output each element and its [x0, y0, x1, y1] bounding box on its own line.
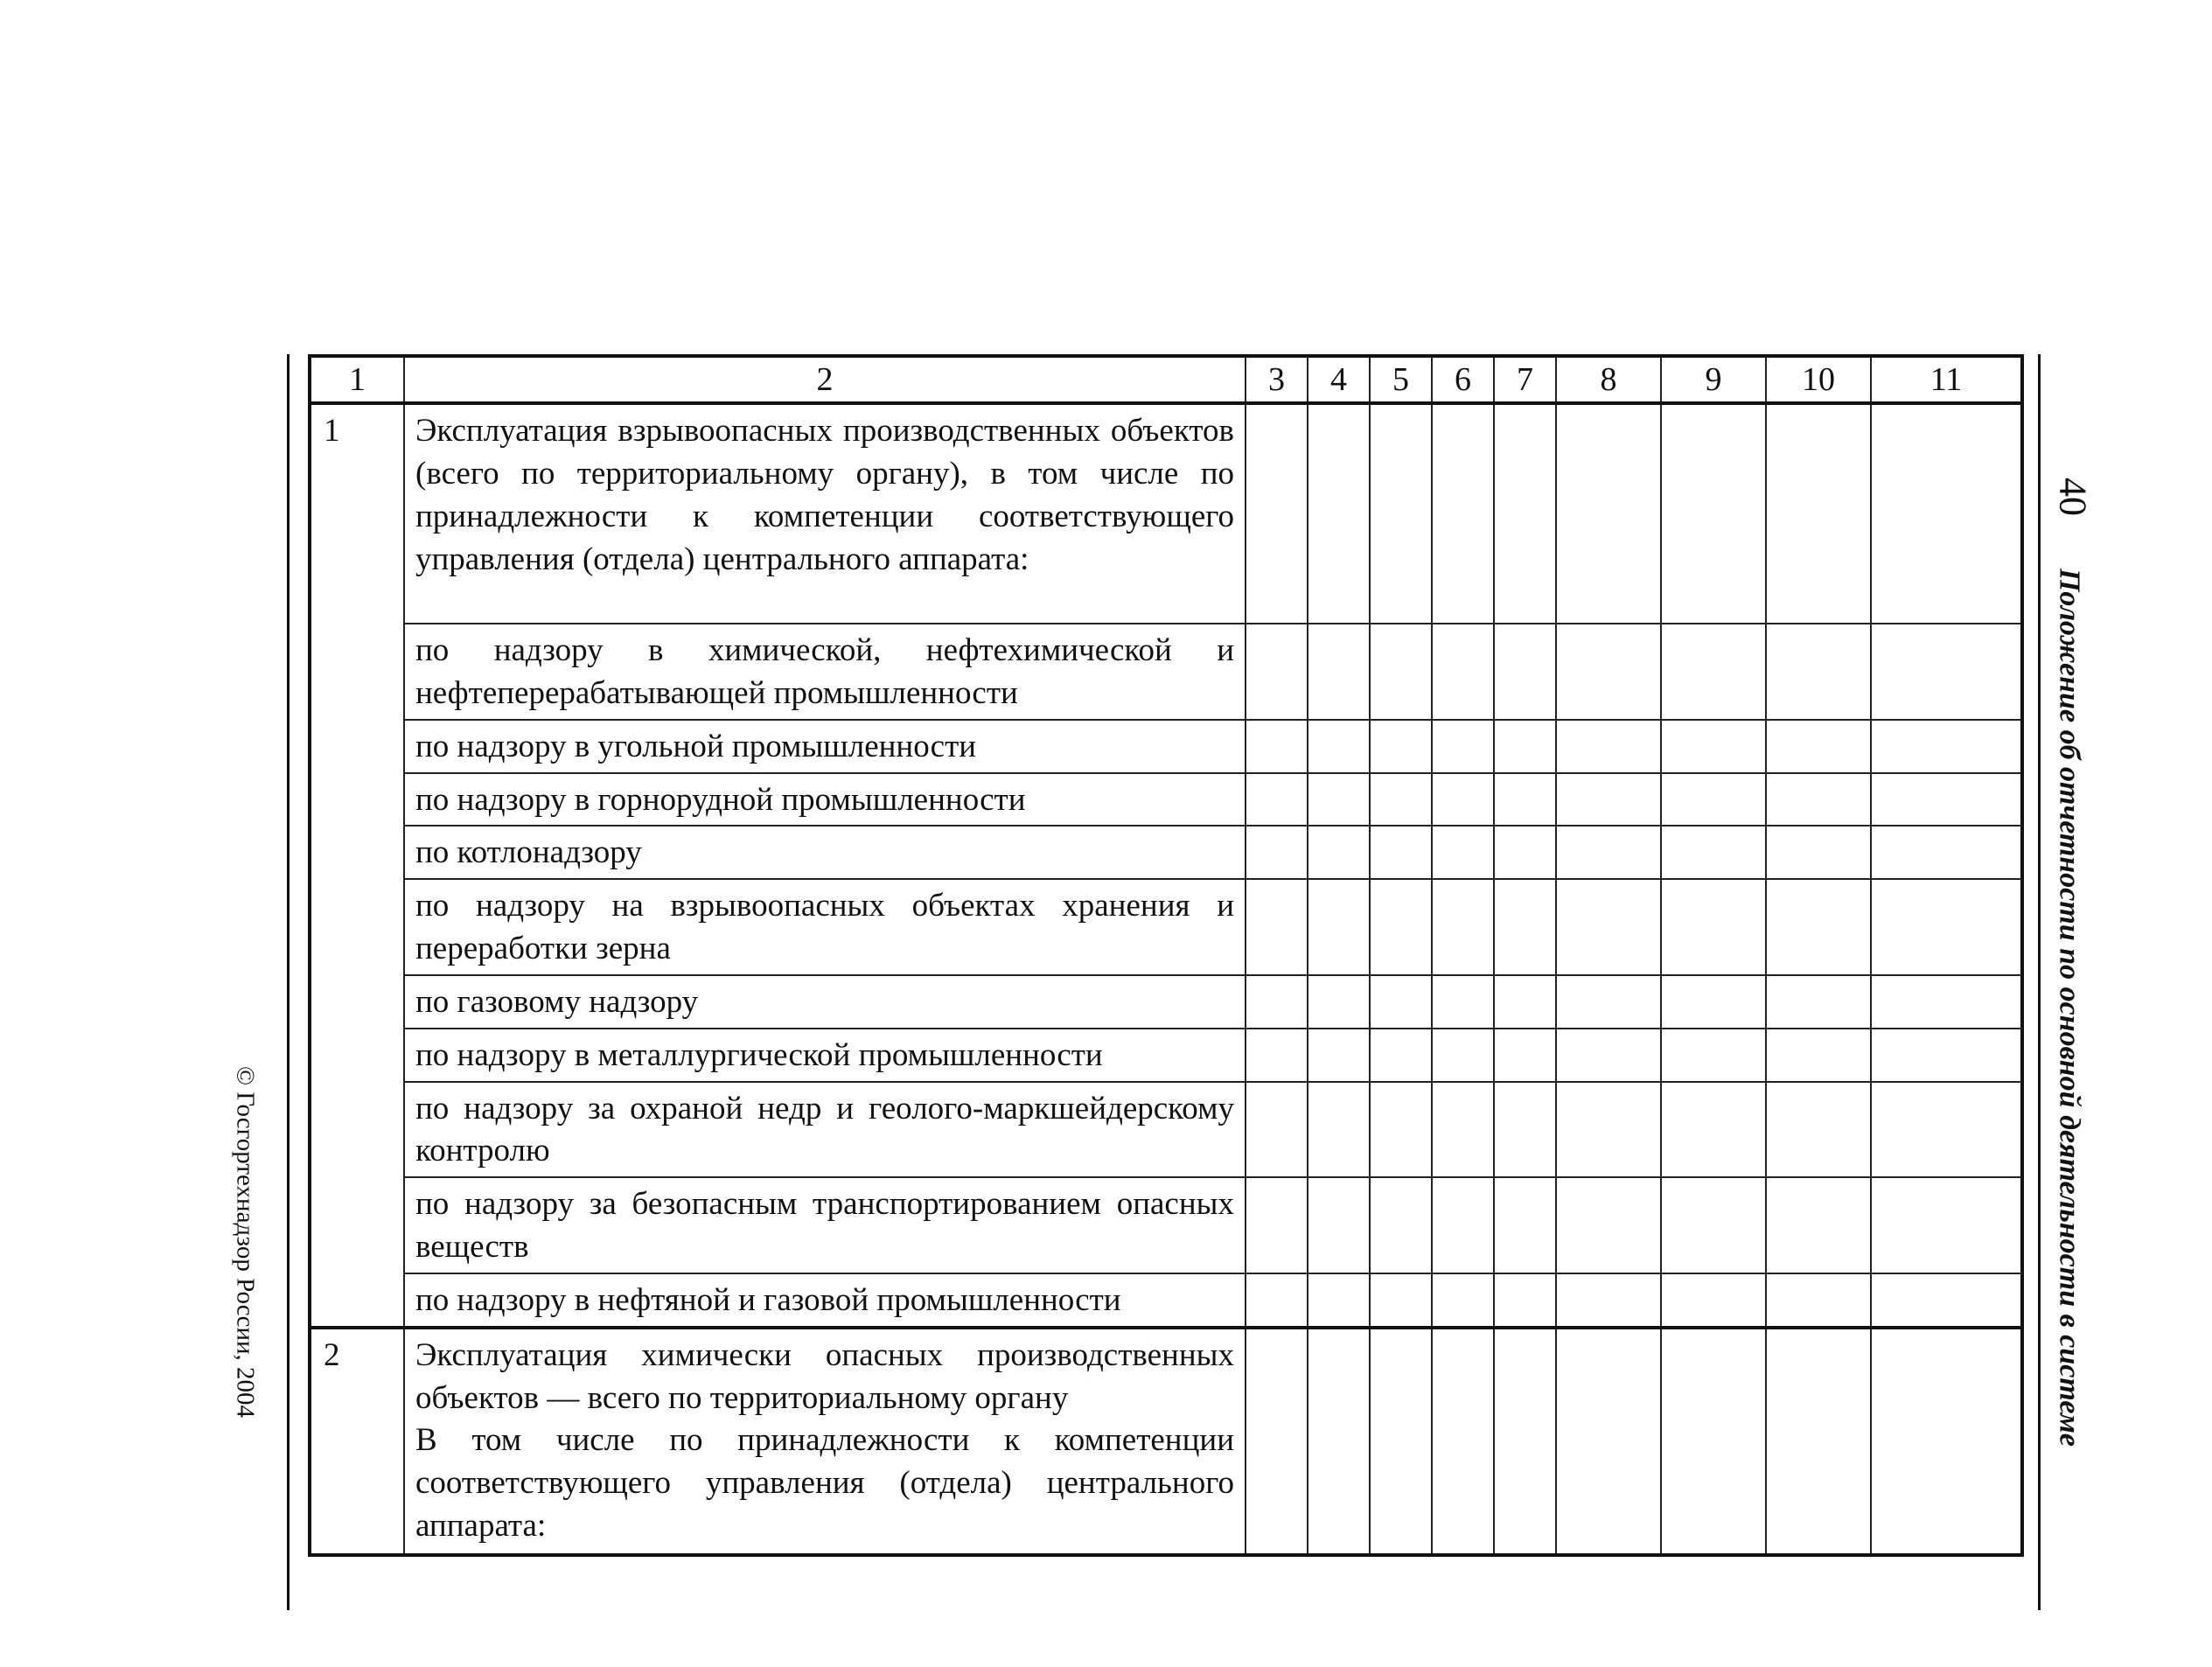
value-cell-col-7	[1494, 1273, 1556, 1328]
value-cell-col-8	[1556, 773, 1661, 827]
row-description	[404, 403, 1246, 624]
value-cell-col-10	[1766, 773, 1871, 827]
value-cell-col-8	[1556, 1029, 1661, 1082]
table-header-row	[310, 356, 2022, 403]
value-cell-col-6	[1432, 1177, 1494, 1273]
table-row	[310, 624, 2022, 720]
value-cell-col-7	[1494, 879, 1556, 975]
value-cell-col-4	[1308, 1177, 1370, 1273]
value-cell-col-9	[1661, 624, 1766, 720]
value-cell-col-9	[1661, 826, 1766, 879]
value-cell-col-11	[1871, 1082, 2022, 1178]
value-cell-col-6	[1432, 826, 1494, 879]
right-margin-rule	[2038, 354, 2041, 1610]
column-header-4: 4	[1308, 356, 1370, 403]
value-cell-col-6	[1432, 1029, 1494, 1082]
value-cell-col-4	[1308, 826, 1370, 879]
value-cell-col-8	[1556, 1273, 1661, 1328]
value-cell-col-4	[1308, 773, 1370, 827]
left-margin-rule	[287, 354, 290, 1610]
value-cell-col-7	[1494, 720, 1556, 773]
table-row	[310, 720, 2022, 773]
value-cell-col-7	[1494, 773, 1556, 827]
value-cell-col-11	[1871, 1328, 2022, 1555]
value-cell-col-3	[1246, 879, 1308, 975]
value-cell-col-10	[1766, 1082, 1871, 1178]
value-cell-col-8	[1556, 1328, 1661, 1555]
value-cell-col-9	[1661, 975, 1766, 1029]
row-description	[404, 1029, 1246, 1082]
column-header-10: 10	[1766, 356, 1871, 403]
value-cell-col-3	[1246, 1328, 1308, 1555]
value-cell-col-3	[1246, 403, 1308, 624]
table-row	[310, 1082, 2022, 1178]
value-cell-col-8	[1556, 879, 1661, 975]
table-row	[310, 1328, 2022, 1555]
table-row	[310, 403, 2022, 624]
value-cell-col-9	[1661, 720, 1766, 773]
column-header-2: 2	[404, 356, 1246, 403]
value-cell-col-8	[1556, 624, 1661, 720]
value-cell-col-11	[1871, 975, 2022, 1029]
value-cell-col-8	[1556, 403, 1661, 624]
value-cell-col-11	[1871, 826, 2022, 879]
value-cell-col-5	[1370, 773, 1432, 827]
value-cell-col-8	[1556, 975, 1661, 1029]
value-cell-col-4	[1308, 624, 1370, 720]
row-description-text: по газовому надзору	[415, 983, 699, 1020]
value-cell-col-9	[1661, 1273, 1766, 1328]
value-cell-col-5	[1370, 624, 1432, 720]
value-cell-col-5	[1370, 1177, 1432, 1273]
column-header-6: 6	[1432, 356, 1494, 403]
value-cell-col-5	[1370, 975, 1432, 1029]
value-cell-col-6	[1432, 1082, 1494, 1178]
value-cell-col-3	[1246, 1082, 1308, 1178]
value-cell-col-4	[1308, 975, 1370, 1029]
row-description	[404, 975, 1246, 1029]
row-description	[404, 773, 1246, 827]
value-cell-col-4	[1308, 1328, 1370, 1555]
value-cell-col-9	[1661, 1328, 1766, 1555]
value-cell-col-6	[1432, 773, 1494, 827]
value-cell-col-10	[1766, 403, 1871, 624]
column-header-11: 11	[1871, 356, 2022, 403]
value-cell-col-10	[1766, 879, 1871, 975]
row-description	[404, 1328, 1246, 1555]
value-cell-col-3	[1246, 773, 1308, 827]
value-cell-col-6	[1432, 720, 1494, 773]
copyright-text: © Госгортехнадзор России, 2004	[231, 1066, 260, 1418]
value-cell-col-4	[1308, 1029, 1370, 1082]
value-cell-col-4	[1308, 1082, 1370, 1178]
value-cell-col-5	[1370, 1273, 1432, 1328]
value-cell-col-10	[1766, 1273, 1871, 1328]
value-cell-col-7	[1494, 1029, 1556, 1082]
value-cell-col-9	[1661, 1177, 1766, 1273]
value-cell-col-6	[1432, 1328, 1494, 1555]
value-cell-col-6	[1432, 624, 1494, 720]
row-description-text: по надзору в химической, нефтехимической и нефтеперерабатывающей промышленности	[415, 632, 1234, 711]
value-cell-col-9	[1661, 1029, 1766, 1082]
row-description-text: по надзору на взрывоопасных объектах хранения и переработки зерна	[415, 888, 1234, 967]
row-description-text: по котлонадзору	[415, 834, 642, 871]
value-cell-col-5	[1370, 1029, 1432, 1082]
value-cell-col-3	[1246, 1273, 1308, 1328]
value-cell-col-6	[1432, 403, 1494, 624]
value-cell-col-8	[1556, 720, 1661, 773]
value-cell-col-4	[1308, 1273, 1370, 1328]
row-description	[404, 1082, 1246, 1178]
value-cell-col-11	[1871, 1177, 2022, 1273]
value-cell-col-11	[1871, 879, 2022, 975]
value-cell-col-11	[1871, 773, 2022, 827]
value-cell-col-7	[1494, 403, 1556, 624]
value-cell-col-10	[1766, 624, 1871, 720]
row-description	[404, 624, 1246, 720]
table-row	[310, 879, 2022, 975]
value-cell-col-8	[1556, 1177, 1661, 1273]
row-description-text: по надзору в металлургической промышленности	[415, 1036, 1103, 1073]
column-header-8: 8	[1556, 356, 1661, 403]
value-cell-col-4	[1308, 879, 1370, 975]
row-description-text: по надзору за охраной недр и геолого-маркшейдерскому контролю	[415, 1090, 1234, 1169]
value-cell-col-11	[1871, 1273, 2022, 1328]
table-row	[310, 1177, 2022, 1273]
value-cell-col-5	[1370, 403, 1432, 624]
value-cell-col-3	[1246, 624, 1308, 720]
row-description-text: по надзору в нефтяной и газовой промышленности	[415, 1281, 1121, 1318]
row-description-text: по надзору в горнорудной промышленности	[415, 781, 1026, 818]
value-cell-col-5	[1370, 879, 1432, 975]
value-cell-col-6	[1432, 975, 1494, 1029]
row-description	[404, 826, 1246, 879]
value-cell-col-10	[1766, 720, 1871, 773]
table-row	[310, 826, 2022, 879]
column-header-7: 7	[1494, 356, 1556, 403]
row-description	[404, 1273, 1246, 1328]
running-title: Положение об отчетности по основной деятельности в системе	[2053, 568, 2086, 1447]
value-cell-col-7	[1494, 1082, 1556, 1178]
value-cell-col-4	[1308, 720, 1370, 773]
value-cell-col-3	[1246, 1029, 1308, 1082]
value-cell-col-4	[1308, 403, 1370, 624]
column-header-9: 9	[1661, 356, 1766, 403]
table-row	[310, 773, 2022, 827]
value-cell-col-11	[1871, 1029, 2022, 1082]
row-description-text: Эксплуатация взрывоопасных производственных объектов (всего по территориальному органу), в том числе по принадлежности к компетенции соответствующего управления (отдела) центрального аппарата:	[415, 413, 1234, 577]
value-cell-col-9	[1661, 773, 1766, 827]
value-cell-col-3	[1246, 975, 1308, 1029]
value-cell-col-3	[1246, 720, 1308, 773]
value-cell-col-11	[1871, 403, 2022, 624]
value-cell-col-3	[1246, 826, 1308, 879]
value-cell-col-5	[1370, 1082, 1432, 1178]
value-cell-col-9	[1661, 1082, 1766, 1178]
value-cell-col-11	[1871, 624, 2022, 720]
value-cell-col-5	[1370, 720, 1432, 773]
value-cell-col-9	[1661, 879, 1766, 975]
value-cell-col-7	[1494, 624, 1556, 720]
value-cell-col-10	[1766, 1177, 1871, 1273]
value-cell-col-6	[1432, 879, 1494, 975]
report-table	[308, 354, 2024, 1557]
row-description-text: по надзору за безопасным транспортированием опасных веществ	[415, 1186, 1234, 1266]
section-number: 2	[310, 1328, 404, 1555]
column-header-3: 3	[1246, 356, 1308, 403]
row-description	[404, 879, 1246, 975]
row-description-text: Эксплуатация химически опасных производственных объектов — всего по территориальному органу	[415, 1336, 1234, 1416]
table-row	[310, 1273, 2022, 1328]
value-cell-col-9	[1661, 403, 1766, 624]
value-cell-col-10	[1766, 1328, 1871, 1555]
value-cell-col-10	[1766, 826, 1871, 879]
value-cell-col-7	[1494, 1328, 1556, 1555]
row-description-text: В том числе по принадлежности к компетенции соответствующего управления (отдела) центрального аппарата:	[415, 1422, 1234, 1545]
value-cell-col-10	[1766, 975, 1871, 1029]
value-cell-col-7	[1494, 1177, 1556, 1273]
table-body	[310, 356, 2022, 1555]
row-description	[404, 720, 1246, 773]
column-header-5: 5	[1370, 356, 1432, 403]
section-number: 1	[310, 403, 404, 1328]
value-cell-col-7	[1494, 826, 1556, 879]
value-cell-col-3	[1246, 1177, 1308, 1273]
table-row	[310, 1029, 2022, 1082]
row-description	[404, 1177, 1246, 1273]
value-cell-col-8	[1556, 826, 1661, 879]
table-row	[310, 975, 2022, 1029]
page-number: 40	[2051, 477, 2095, 516]
value-cell-col-5	[1370, 1328, 1432, 1555]
value-cell-col-8	[1556, 1082, 1661, 1178]
value-cell-col-11	[1871, 720, 2022, 773]
row-description-text: по надзору в угольной промышленности	[415, 728, 977, 764]
value-cell-col-10	[1766, 1029, 1871, 1082]
value-cell-col-7	[1494, 975, 1556, 1029]
column-header-1: 1	[310, 356, 404, 403]
value-cell-col-5	[1370, 826, 1432, 879]
value-cell-col-6	[1432, 1273, 1494, 1328]
